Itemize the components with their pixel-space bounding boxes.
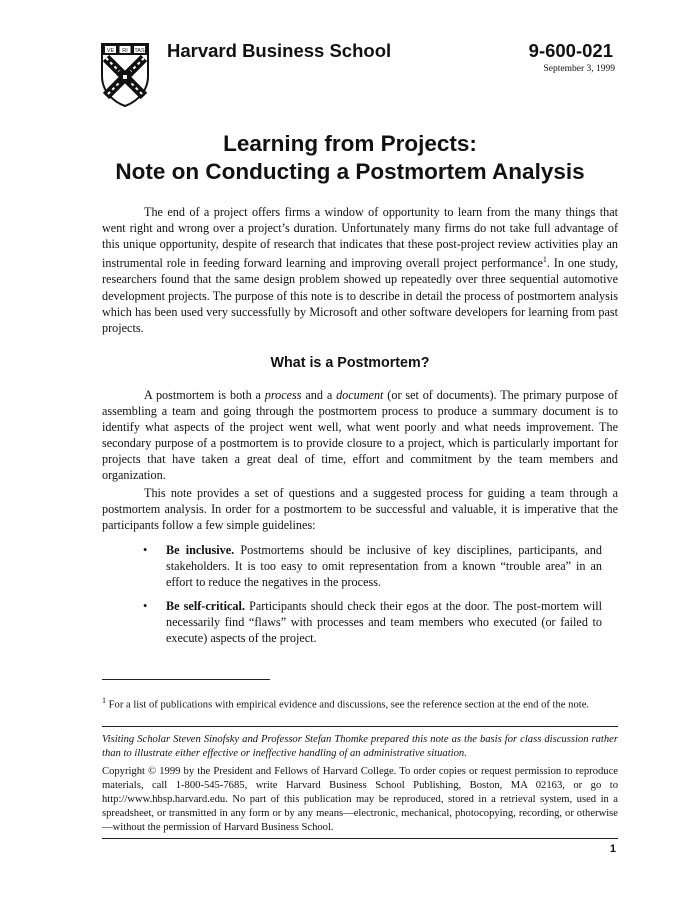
bullet-icon: •: [143, 543, 148, 557]
hbs-shield-icon: [100, 42, 150, 108]
page-number: 1: [609, 843, 616, 855]
term-document: document: [336, 388, 384, 402]
divider: [102, 726, 618, 727]
bullet-text: Postmortems should be inclusive of key disciplines, participants, and stakeholders. It is too easy to omit representation from a known “trouble area” in an effort to reduce the negatives in the process.: [166, 543, 602, 590]
title-line-1: Learning from Projects:: [223, 131, 477, 156]
footnote-divider: [102, 679, 270, 680]
svg-text:TAS: TAS: [134, 48, 145, 54]
copyright-notice: Copyright © 1999 by the President and Fellows of Harvard College. To order copies or request permission to reproduce materials, call 1-800-545-7685, write Harvard Business School Publishing, Boston, MA 02163, or go to http://www.hbsp.harvard.edu. No part of this publication may be reproduced, stored in a retrieval system, used in a spreadsheet, or transmitted in any form or by any means—electronic, mechanical, photocopying, recording, or otherwise—without the permission of Harvard Business School.: [102, 766, 618, 833]
school-name: Harvard Business School: [167, 40, 392, 61]
para3-text: This note provides a set of questions and a suggested process for guiding a team through a postmortem analysis. In order for a postmortem to be successful and valuable, it is imperative that the participants follow a few simple guidelines:: [102, 486, 618, 533]
term-process: process: [264, 388, 302, 402]
page-title: [0, 130, 700, 186]
definition-paragraph: [102, 387, 618, 484]
footnote-number: 1: [102, 696, 106, 705]
section-heading: What is a Postmortem?: [270, 355, 430, 371]
intro-text-2: . In one study, researchers found that the same design problem showed up repeatedly over three sequential automotive development projects. The purpose of this note is to describe in detail the process of postmortem analysis which has been used very successfully by Microsoft and other software developers for learning from past projects.: [102, 256, 618, 335]
footnote-text: For a list of publications with empirical evidence and discussions, see the reference section at the end of the note.: [106, 699, 590, 711]
list-item: [143, 598, 602, 646]
para2-text-2: and a: [301, 388, 337, 402]
authorship-note: Visiting Scholar Steven Sinofsky and Professor Stefan Thomke prepared this note as the basis for class discussion rather than to illustrate either effective or ineffective handling of an administrative situation.: [102, 734, 618, 759]
document-number: 9-600-021: [528, 40, 613, 61]
para2-text-3: (or set of documents). The primary purpose of assembling a team and going through the postmortem process to produce a summary document is to identify what aspects of the project went well, what went poorly and what needs improvement. The secondary purpose of a postmortem is to provide closure to a project, which is particularly important for projects that have taken a great deal of time, effort and commitment by the team members and organization.: [102, 388, 618, 483]
bullet-icon: •: [143, 599, 148, 613]
intro-text-1: The end of a project offers firms a window of opportunity to learn from the many things that went right and wrong over a project’s duration. Unfortunately many firms do not take full advantage of this unique opportunity, despite of research that indicates that these post-project review activities play an instrumental role in feeding forward learning and improving overall project performance: [102, 205, 618, 271]
divider: [102, 838, 618, 839]
bullet-lead: Be self-critical.: [166, 599, 245, 613]
footnote: [102, 694, 618, 713]
footnote-reference[interactable]: 1: [542, 255, 547, 265]
title-line-2: Note on Conducting a Postmortem Analysis: [115, 159, 585, 184]
svg-text:VE: VE: [106, 48, 115, 54]
bullet-lead: Be inclusive.: [166, 543, 235, 557]
svg-text:RI: RI: [122, 48, 128, 54]
bullet-text: Participants should check their egos at the door. The post-mortem will necessarily find “flaws” with processes and team members who executed (or failed to execute) aspects of the project.: [166, 599, 602, 646]
para2-text-1: A postmortem is both a: [144, 388, 265, 402]
guidelines-intro-paragraph: [102, 485, 618, 533]
document-date: September 3, 1999: [543, 64, 615, 74]
intro-paragraph: [102, 204, 618, 336]
list-item: [143, 542, 602, 590]
